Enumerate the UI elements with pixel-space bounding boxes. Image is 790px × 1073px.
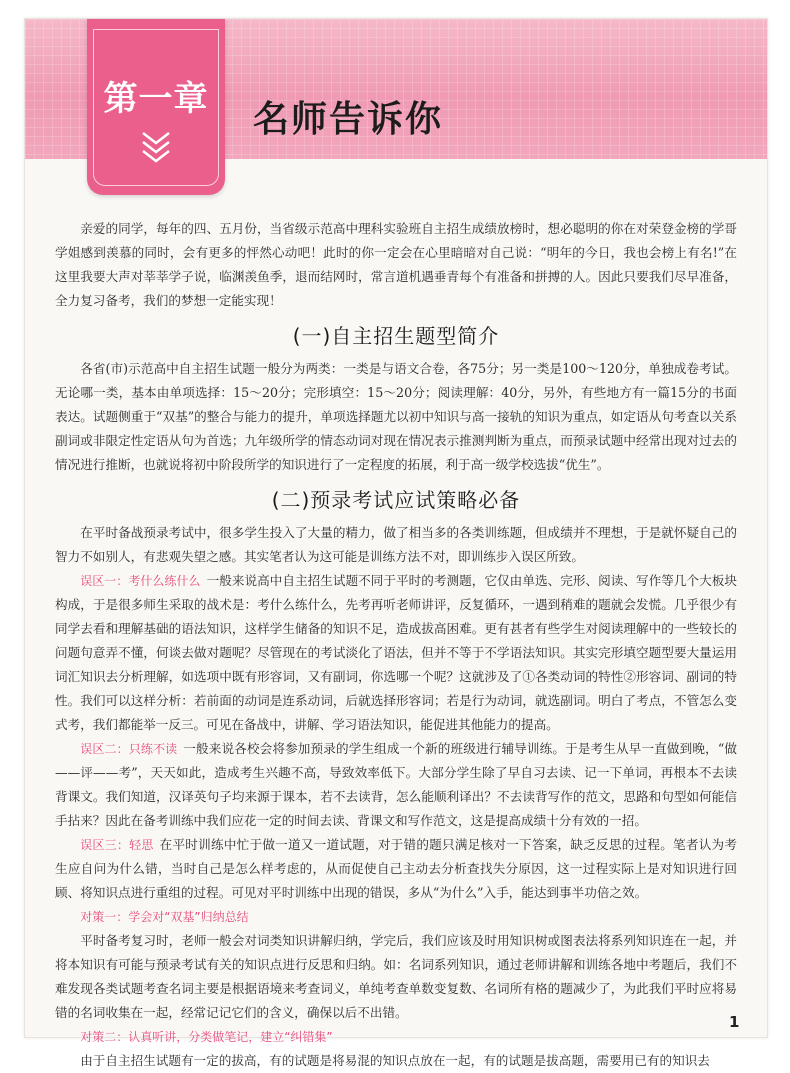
strategy-paragraph-1: 平时备考复习时，老师一般会对词类知识讲解归纳，学完后，我们应该及时用知识树或图表法将系列知识连在一起，并将本知识有可能与预录考试有关的知识点进行反思和归纳。如：名词系列知识，通过老师讲解和训练各地中考题后，我们不难发现各类试题考查名词主要是根据语境来考查词义，单纯考查单数变复数、名词所有格的题减少了，为此我们平时应将易错的名词收集在一起，经常记记它们的含义，确保以后不出错。 bbox=[55, 933, 737, 1020]
error-text: 在平时训练中忙于做一道又一道试题，对于错的题只满足核对一下答案，缺乏反思的过程。笔者认为考生应自问为什么错，当时自己是怎么样考虑的，从而促使自己主动去分析查找失分原因，这一过程实际上是对知识进行回顾、将知识点进行重组的过程。可见对平时训练中出现的错误，多从“为什么”入手，能达到事半功倍之效。 bbox=[55, 837, 737, 900]
intro-paragraph: 亲爱的同学，每年的四、五月份，当省级示范高中理科实验班自主招生成绩放榜时，想必聪明的你在对荣登金榜的学哥学姐感到羡慕的同时，会有更多的怦然心动吧！此时的你一定会在心里暗暗对自己说：“明年的今日，我也会榜上有名!”在这里我要大声对莘莘学子说，临渊羡鱼季，退而结网时，常言道机遇垂青每个有准备和拼搏的人。因此只要我们尽早准备，全力复习备考，我们的梦想一定能实现！ bbox=[55, 221, 737, 308]
section1-paragraph: 各省(市)示范高中自主招生试题一般分为两类：一类是与语文合卷，各75分；另一类是100～120分，单独成卷考试。无论哪一类，基本由单项选择：15～20分；完形填空：15～20分；阅读理解：40分，另外，有些地方有一篇15分的书面表达。试题侧重于“双基”的整合与能力的提升，单项选择题尤以初中知识与高一接轨的知识为重点，如定语从句考查以关系副词或非限定性定语从句为首选；九年级所学的情态动词对现在情况表示推测判断为重点，而预录试题中经常出现对过去的情况进行推断，也就说将初中阶段所学的知识进行了一定程度的拓展，利于高一级学校选拔“优生”。 bbox=[55, 361, 737, 472]
chapter-tab bbox=[87, 19, 225, 195]
section-heading-1: (一)自主招生题型简介 bbox=[292, 324, 500, 348]
error-paragraph-3 bbox=[55, 833, 737, 905]
strategy-heading-2 bbox=[55, 1025, 737, 1049]
strategy-label: 对策二：认真听讲，分类做笔记，建立“纠错集” bbox=[80, 1030, 333, 1044]
main-content bbox=[55, 217, 740, 1073]
document-page bbox=[24, 18, 768, 1068]
chevron-down-icon bbox=[141, 127, 171, 167]
error-paragraph-2 bbox=[55, 737, 737, 833]
section2-intro-paragraph: 在平时备战预录考试中，很多学生投入了大量的精力，做了相当多的各类训练题，但成绩并不理想，于是就怀疑自己的智力不如别人，有悲观失望之感。其实笔者认为这可能是训练方法不对，即训练步入误区所致。 bbox=[55, 525, 737, 564]
error-text: 一般来说各校会将参加预录的学生组成一个新的班级进行辅导训练。于是考生从早一直做到晚，“做——评——考”，天天如此，造成考生兴趣不高，导致效率低下。大部分学生除了早自习去读、记一下单词，再根本不去读背课文。我们知道，汉译英句子均来源于课本，若不去读背，怎么能顺利译出？不去读背写作的范文，思路和句型如何能信手拈来？因此在备考训练中我们应花一定的时间去读、背课文和写作范文，这是提高成绩十分有效的一招。 bbox=[55, 741, 737, 828]
section-heading-2: (二)预录考试应试策略必备 bbox=[271, 488, 521, 512]
error-label: 误区三：轻思 bbox=[80, 838, 154, 852]
error-label: 误区一：考什么练什么 bbox=[80, 574, 201, 588]
strategy-label: 对策一：学会对“双基”归纳总结 bbox=[80, 910, 249, 924]
error-text: 一般来说高中自主招生试题不同于平时的考测题，它仅由单选、完形、阅读、写作等几个大板块构成，于是很多师生采取的战术是：考什么练什么，先考再听老师讲评，反复循环，一遇到稍难的题就会发慌。几乎很少有同学去看和理解基础的语法知识，这样学生储备的知识不足，造成拔高困难。更有甚者有些学生对阅读理解中的一些较长的问题句意弄不懂，何谈去做对题呢？尽管现在的考试淡化了语法，但并不等于不学语法知识。其实完形填空题型要大量运用词汇知识去分析理解，如选项中既有形容词，又有副词，你选哪一个呢？这就涉及了①各类动词的特性②形容词、副词的特性。我们可以这样分析：若前面的动词是连系动词，后就选择形容词；若是行为动词，就选副词。明白了考点，不管怎么变式考，我们都能举一反三。可见在备战中，讲解、学习语法知识，能促进其他能力的提高。 bbox=[55, 573, 737, 732]
chapter-title: 名师告诉你 bbox=[253, 99, 444, 140]
strategy-heading-1 bbox=[55, 905, 737, 929]
error-label: 误区二：只练不读 bbox=[80, 742, 178, 756]
strategy-paragraph-2: 由于自主招生试题有一定的拔高，有的试题是将易混的知识点放在一起，有的试题是拔高题，需要用已有的知识去 bbox=[80, 1053, 710, 1068]
chapter-label: 第一章 bbox=[103, 79, 209, 119]
error-paragraph-1 bbox=[55, 569, 737, 737]
page-number: 1 bbox=[729, 1013, 740, 1031]
